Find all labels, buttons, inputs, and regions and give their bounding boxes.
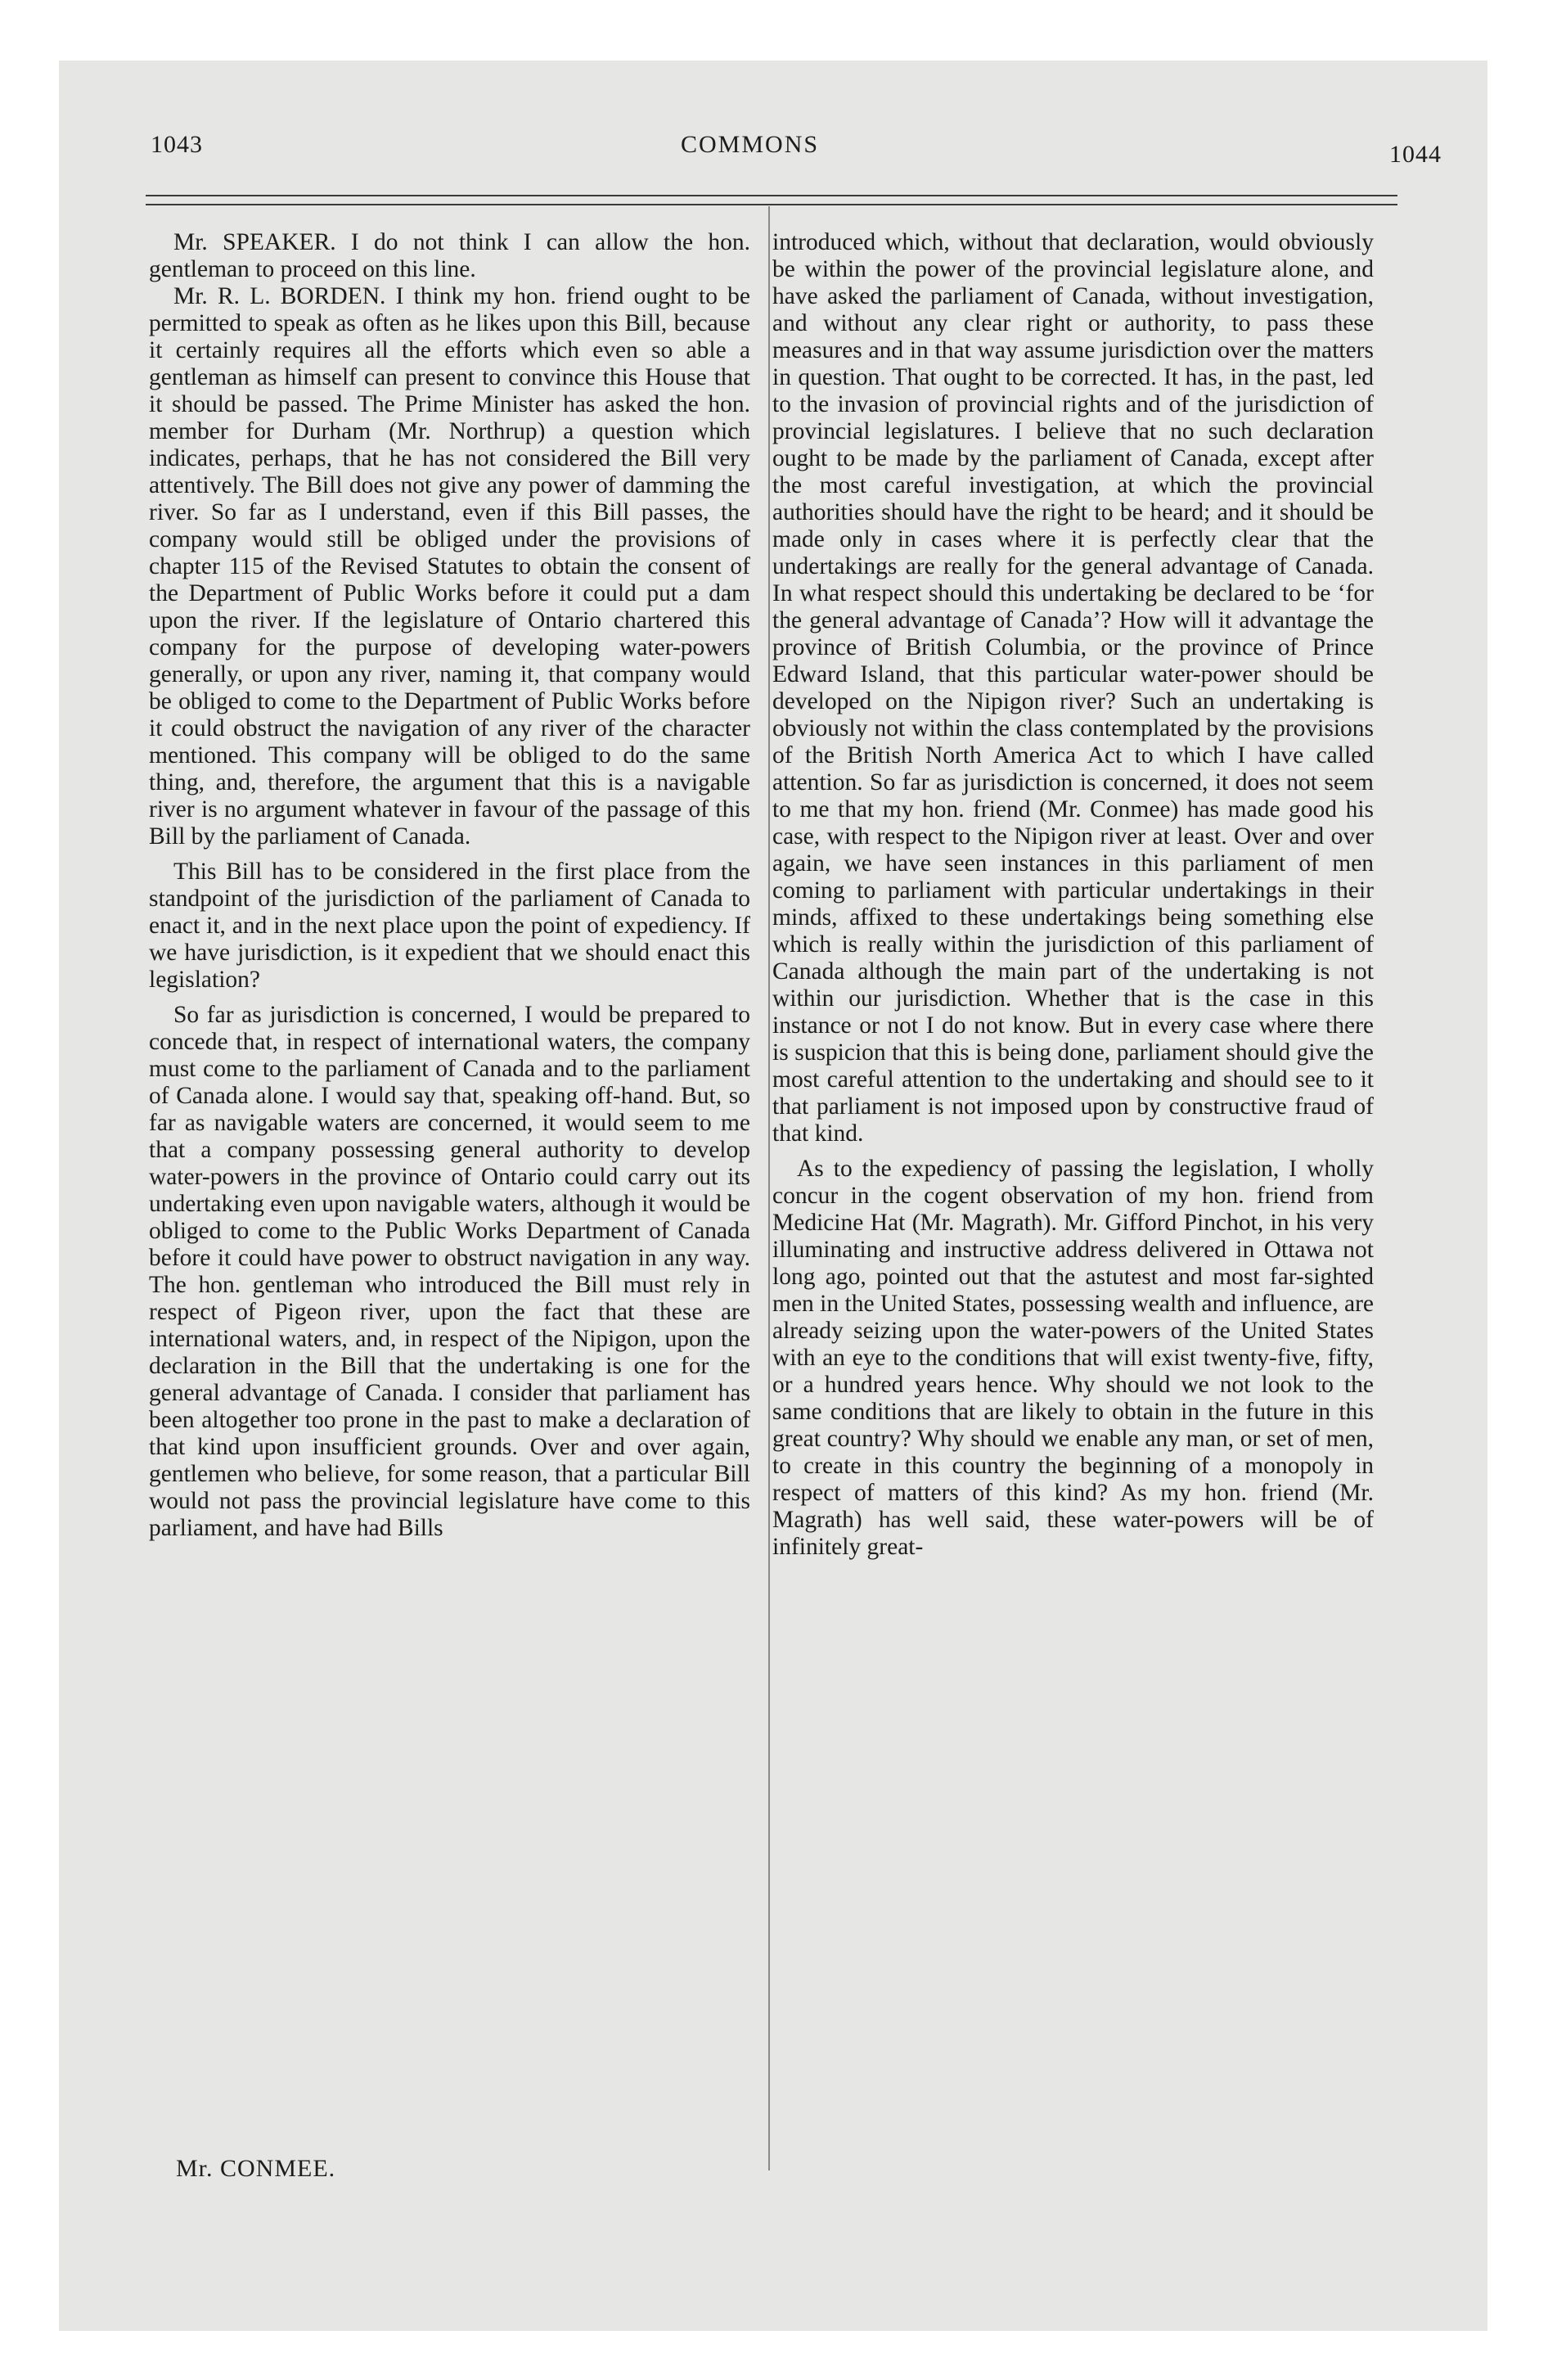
page-number-right: 1044 bbox=[1389, 141, 1442, 168]
page-number-left: 1043 bbox=[151, 131, 203, 158]
column-divider bbox=[768, 206, 770, 2170]
running-title: COMMONS bbox=[681, 131, 820, 158]
paragraph-continuation: introduced which, without that declaration, would obviously be within the power of the provincial legislature alone, and have asked the parliament of Canada, without investigation, and without any clear right or authority, to pass these measures and in that way assume jurisdiction over the matters in question. That ought to be corrected. It has, in the past, led to the invasion of provincial rights and of the jurisdiction of provincial legislatures. I believe that no such declaration ought to be made by the parliament of Canada, except after the most careful investigation, at which the provincial authorities should have the right to be heard; and it should be made only in cases where it is perfectly clear that the undertakings are really for the general advantage of Canada. In what respect should this undertaking be declared to be ‘for the general advantage of Canada’? How will it advantage the province of British Columbia, or the province of Prince Edward Island, that this particular water-power should be developed on the Nipigon river? Such an undertaking is obviously not within the class contemplated by the provisions of the British North America Act to which I have called attention. So far as jurisdiction is concerned, it does not seem to me that my hon. friend (Mr. Conmee) has made good his case, with respect to the Nipigon river at least. Over and over again, we have seen instances in this parliament of men coming to parliament with particular undertakings in their minds, affixed to these undertakings being something else which is really within the jurisdiction of this parliament of Canada although the main part of the undertaking is not within our jurisdiction. Whether that is the case in this instance or not I do not know. But in every case where there is suspicion that this is being done, parliament should give the most careful attention to the undertaking and should see to it that parliament is not imposed upon by constructive fraud of that kind. bbox=[772, 229, 1374, 1147]
paragraph-speaker: Mr. SPEAKER. I do not think I can allow the hon. gentleman to proceed on this line. bbox=[149, 229, 750, 282]
paragraph-borden: Mr. R. L. BORDEN. I think my hon. friend ought to be permitted to speak as often as he likes upon this Bill, because it certainly requires all the efforts which even so able a gentleman as himself can present to convince this House that it should be passed. The Prime Minister has asked the hon. member for Durham (Mr. Northrup) a question which indicates, perhaps, that he has not considered the Bill very attentively. The Bill does not give any power of damming the river. So far as I understand, even if this Bill passes, the company would still be obliged under the provisions of chapter 115 of the Revised Statutes to obtain the consent of the Department of Public Works before it could put a dam upon the river. If the legislature of Ontario chartered this company for the purpose of developing water-powers generally, or upon any river, naming it, that company would be obliged to come to the Department of Public Works before it could obstruct the navigation of any river of the character mentioned. This company will be obliged to do the same thing, and, therefore, the argument that this is a navigable river is no argument whatever in favour of the passage of this Bill by the parliament of Canada. bbox=[149, 283, 750, 850]
page-header bbox=[92, 123, 1442, 172]
right-column bbox=[772, 229, 1374, 1561]
left-column bbox=[149, 229, 750, 1542]
header-rule bbox=[146, 195, 1397, 205]
paragraph-jurisdiction-question: This Bill has to be considered in the first place from the standpoint of the jurisdiction of the parliament of Canada to enact it, and in the next place upon the point of expediency. If we have jurisdiction, is it expedient that we should enact this legislation? bbox=[149, 859, 750, 993]
paragraph-expediency: As to the expediency of passing the legislation, I wholly concur in the cogent observation of my hon. friend from Medicine Hat (Mr. Magrath). Mr. Gifford Pinchot, in his very illuminating and instructive address delivered in Ottawa not long ago, pointed out that the astutest and most far-sighted men in the United States, possessing wealth and influence, are already seizing upon the water-powers of the United States with an eye to the conditions that will exist twenty-five, fifty, or a hundred years hence. Why should we not look to the same conditions that are likely to obtain in the future in this great country? Why should we enable any man, or set of men, to create in this country the beginning of a monopoly in respect of matters of this kind? As my hon. friend (Mr. Magrath) has well said, these water-powers will be of infinitely great- bbox=[772, 1156, 1374, 1560]
page-footer: Mr. CONMEE. bbox=[176, 2155, 336, 2182]
paragraph-jurisdiction: So far as jurisdiction is concerned, I would be prepared to concede that, in respect of international waters, the company must come to the parliament of Canada and to the parliament of Canada alone. I would say that, speaking off-hand. But, so far as navigable waters are concerned, it would seem to me that a company possessing general authority to develop water-powers in the province of Ontario could carry out its undertaking even upon navigable waters, although it would be obliged to come to the Public Works Department of Canada before it could have power to obstruct navigation in any way. The hon. gentleman who introduced the Bill must rely in respect of Pigeon river, upon the fact that these are international waters, and, in respect of the Nipigon, upon the declaration in the Bill that the undertaking is one for the general advantage of Canada. I consider that parliament has been altogether too prone in the past to make a declaration of that kind upon insufficient grounds. Over and over again, gentlemen who believe, for some reason, that a particular Bill would not pass the provincial legislature have come to this parliament, and have had Bills bbox=[149, 1002, 750, 1541]
